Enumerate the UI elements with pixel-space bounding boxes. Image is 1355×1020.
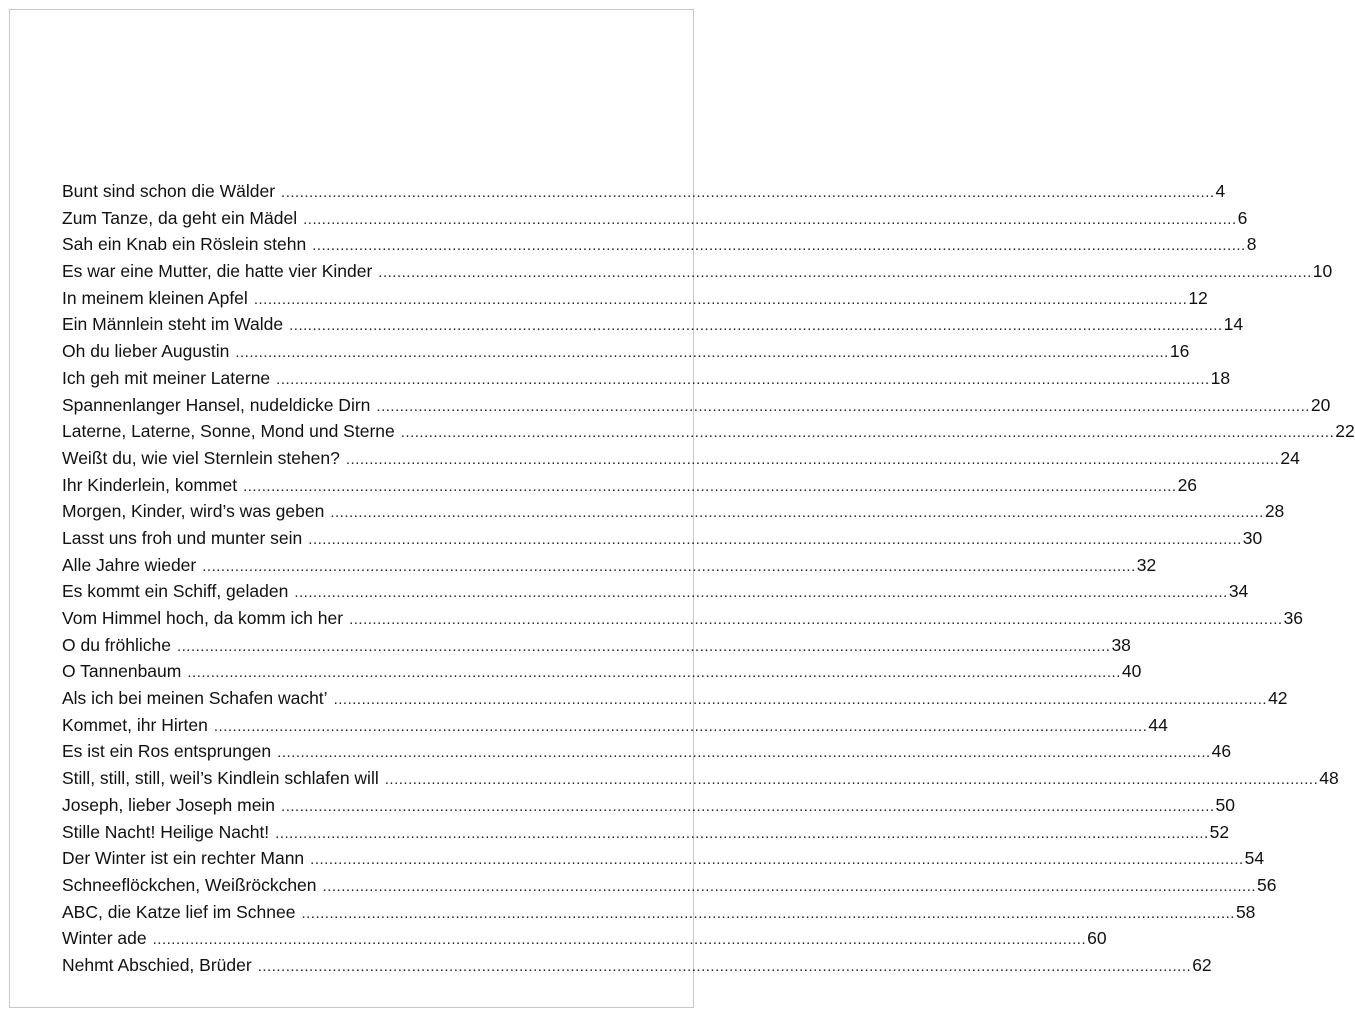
toc-entry-title: Zum Tanze, da geht ein Mädel bbox=[62, 207, 298, 228]
toc-dot-leader: ........................................................................................................................................................................................................ bbox=[312, 237, 1246, 255]
toc-entry bbox=[62, 525, 1263, 552]
toc-entry bbox=[62, 285, 1208, 312]
toc-entry-page-number: 12 bbox=[1188, 287, 1208, 308]
toc-entry-page-number: 48 bbox=[1319, 768, 1339, 789]
toc-entry-title: ABC, die Katze lief im Schnee bbox=[62, 901, 296, 922]
toc-dot-leader: ........................................................................................................................................................................................................ bbox=[308, 530, 1242, 548]
toc-entry-title: Es kommt ein Schiff, geladen bbox=[62, 581, 289, 602]
toc-entry bbox=[62, 178, 1226, 205]
toc-entry-page-number: 40 bbox=[1121, 661, 1142, 682]
toc-entry-title: Ich geh mit meiner Laterne bbox=[62, 367, 271, 388]
toc-entry bbox=[62, 952, 1212, 979]
toc-entry-title: Es ist ein Ros entsprungen bbox=[62, 741, 272, 762]
toc-dot-leader: ........................................................................................................................................................................................................ bbox=[235, 344, 1169, 362]
toc-dot-leader: ........................................................................................................................................................................................................ bbox=[281, 797, 1215, 815]
toc-entry-page-number: 60 bbox=[1087, 928, 1107, 949]
toc-entry bbox=[62, 205, 1248, 232]
toc-entry-title: Sah ein Knab ein Röslein stehn bbox=[62, 234, 307, 255]
table-of-contents bbox=[62, 178, 1355, 979]
toc-entry-title: Joseph, lieber Joseph mein bbox=[62, 794, 276, 815]
toc-dot-leader: ........................................................................................................................................................................................................ bbox=[294, 584, 1228, 602]
toc-dot-leader: ........................................................................................................................................................................................................ bbox=[202, 557, 1136, 575]
toc-entry bbox=[62, 925, 1107, 952]
toc-entry-title: Still, still, still, weil’s Kindlein schlafen will bbox=[62, 768, 379, 789]
toc-dot-leader: ........................................................................................................................................................................................................ bbox=[310, 851, 1244, 869]
toc-entry-title: O Tannenbaum bbox=[62, 661, 182, 682]
toc-entry-title: In meinem kleinen Apfel bbox=[62, 287, 248, 308]
toc-entry bbox=[62, 738, 1232, 765]
toc-entry-page-number: 44 bbox=[1148, 714, 1168, 735]
toc-entry-title: Es war eine Mutter, die hatte vier Kinder bbox=[62, 261, 373, 282]
toc-entry-title: Spannenlanger Hansel, nudeldicke Dirn bbox=[62, 394, 371, 415]
toc-entry bbox=[62, 418, 1355, 445]
toc-entry-title: Kommet, ihr Hirten bbox=[62, 714, 208, 735]
toc-entry-page-number: 18 bbox=[1210, 367, 1231, 388]
toc-entry-page-number: 34 bbox=[1228, 581, 1249, 602]
toc-dot-leader: ........................................................................................................................................................................................................ bbox=[276, 370, 1210, 388]
toc-entry bbox=[62, 231, 1257, 258]
toc-entry-title: Laterne, Laterne, Sonne, Mond und Sterne bbox=[62, 421, 395, 442]
toc-entry-title: Vom Himmel hoch, da komm ich her bbox=[62, 608, 344, 628]
toc-dot-leader: ........................................................................................................................................................................................................ bbox=[281, 184, 1215, 201]
toc-dot-leader: ........................................................................................................................................................................................................ bbox=[349, 611, 1283, 628]
toc-dot-leader: ........................................................................................................................................................................................................ bbox=[243, 477, 1177, 495]
toc-entry-title: Ihr Kinderlein, kommet bbox=[62, 474, 238, 495]
toc-entry bbox=[62, 552, 1157, 579]
toc-entry-page-number: 42 bbox=[1268, 688, 1288, 709]
toc-entry-title: Bunt sind schon die Wälder bbox=[62, 181, 276, 201]
toc-entry bbox=[62, 311, 1244, 338]
toc-entry-title: O du fröhliche bbox=[62, 634, 171, 655]
toc-entry bbox=[62, 632, 1131, 659]
toc-entry-page-number: 52 bbox=[1209, 821, 1230, 842]
toc-entry bbox=[62, 872, 1277, 899]
toc-entry-title: Schneeflöckchen, Weißröckchen bbox=[62, 874, 317, 895]
toc-entry-page-number: 58 bbox=[1235, 901, 1256, 922]
toc-dot-leader: ........................................................................................................................................................................................................ bbox=[384, 771, 1319, 789]
toc-entry-page-number: 10 bbox=[1312, 261, 1333, 282]
toc-entry-title: Morgen, Kinder, wird’s was geben bbox=[62, 501, 325, 522]
toc-entry bbox=[62, 899, 1256, 926]
toc-dot-leader: ........................................................................................................................................................................................................ bbox=[275, 824, 1209, 842]
toc-entry-page-number: 14 bbox=[1223, 314, 1244, 335]
toc-entry-page-number: 26 bbox=[1177, 474, 1198, 495]
toc-entry bbox=[62, 605, 1304, 632]
toc-dot-leader: ........................................................................................................................................................................................................ bbox=[330, 504, 1264, 522]
toc-entry-page-number: 56 bbox=[1257, 874, 1277, 895]
toc-entry bbox=[62, 365, 1231, 392]
toc-entry bbox=[62, 578, 1249, 605]
toc-dot-leader: ........................................................................................................................................................................................................ bbox=[257, 957, 1192, 975]
toc-entry-page-number: 28 bbox=[1264, 501, 1285, 522]
toc-entry-page-number: 20 bbox=[1310, 394, 1331, 415]
toc-dot-leader: ........................................................................................................................................................................................................ bbox=[322, 877, 1257, 895]
toc-entry-page-number: 46 bbox=[1211, 741, 1232, 762]
toc-entry-page-number: 6 bbox=[1237, 207, 1248, 228]
toc-dot-leader: ........................................................................................................................................................................................................ bbox=[301, 904, 1235, 922]
toc-dot-leader: ........................................................................................................................................................................................................ bbox=[345, 450, 1280, 468]
toc-entry-page-number: 38 bbox=[1111, 634, 1131, 655]
toc-dot-leader: ........................................................................................................................................................................................................ bbox=[277, 744, 1211, 762]
toc-entry-page-number: 8 bbox=[1246, 234, 1257, 255]
toc-entry bbox=[62, 712, 1168, 739]
document-page bbox=[9, 9, 1355, 1008]
toc-entry-page-number: 32 bbox=[1136, 554, 1157, 575]
toc-entry-page-number: 62 bbox=[1192, 954, 1212, 975]
toc-entry-page-number: 54 bbox=[1244, 848, 1265, 869]
toc-entry bbox=[62, 685, 1288, 712]
toc-entry bbox=[62, 845, 1265, 872]
toc-entry bbox=[62, 658, 1142, 685]
toc-dot-leader: ........................................................................................................................................................................................................ bbox=[376, 397, 1310, 415]
toc-entry-title: Lasst uns froh und munter sein bbox=[62, 527, 303, 548]
toc-entry-page-number: 36 bbox=[1283, 608, 1304, 628]
toc-dot-leader: ........................................................................................................................................................................................................ bbox=[303, 210, 1237, 228]
toc-entry-title: Oh du lieber Augustin bbox=[62, 341, 230, 362]
toc-dot-leader: ........................................................................................................................................................................................................ bbox=[400, 424, 1335, 442]
toc-entry bbox=[62, 392, 1331, 419]
toc-entry bbox=[62, 258, 1333, 285]
toc-entry bbox=[62, 819, 1230, 846]
toc-entry-title: Ein Männlein steht im Walde bbox=[62, 314, 284, 335]
toc-dot-leader: ........................................................................................................................................................................................................ bbox=[187, 664, 1121, 682]
toc-dot-leader: ........................................................................................................................................................................................................ bbox=[378, 264, 1312, 282]
toc-dot-leader: ........................................................................................................................................................................................................ bbox=[289, 317, 1223, 335]
toc-dot-leader: ........................................................................................................................................................................................................ bbox=[152, 931, 1087, 949]
toc-entry-page-number: 50 bbox=[1215, 794, 1236, 815]
toc-entry bbox=[62, 792, 1236, 819]
toc-entry-page-number: 22 bbox=[1335, 421, 1355, 442]
toc-dot-leader: ........................................................................................................................................................................................................ bbox=[333, 691, 1268, 709]
toc-entry bbox=[62, 765, 1339, 792]
toc-entry-title: Alle Jahre wieder bbox=[62, 554, 197, 575]
toc-dot-leader: ........................................................................................................................................................................................................ bbox=[253, 290, 1188, 308]
toc-entry bbox=[62, 472, 1198, 499]
toc-entry-title: Als ich bei meinen Schafen wacht’ bbox=[62, 688, 328, 709]
toc-entry-title: Der Winter ist ein rechter Mann bbox=[62, 848, 305, 869]
toc-entry-title: Winter ade bbox=[62, 928, 147, 949]
toc-entry-page-number: 30 bbox=[1242, 527, 1263, 548]
toc-entry-title: Nehmt Abschied, Brüder bbox=[62, 954, 252, 975]
toc-dot-leader: ........................................................................................................................................................................................................ bbox=[176, 637, 1111, 655]
toc-entry-title: Weißt du, wie viel Sternlein stehen? bbox=[62, 447, 340, 468]
toc-entry-page-number: 4 bbox=[1215, 181, 1226, 201]
toc-entry bbox=[62, 445, 1300, 472]
toc-entry bbox=[62, 338, 1190, 365]
toc-entry-page-number: 24 bbox=[1280, 447, 1300, 468]
toc-entry-title: Stille Nacht! Heilige Nacht! bbox=[62, 821, 270, 842]
toc-dot-leader: ........................................................................................................................................................................................................ bbox=[213, 717, 1148, 735]
toc-entry-page-number: 16 bbox=[1169, 341, 1190, 362]
toc-entry bbox=[62, 498, 1285, 525]
